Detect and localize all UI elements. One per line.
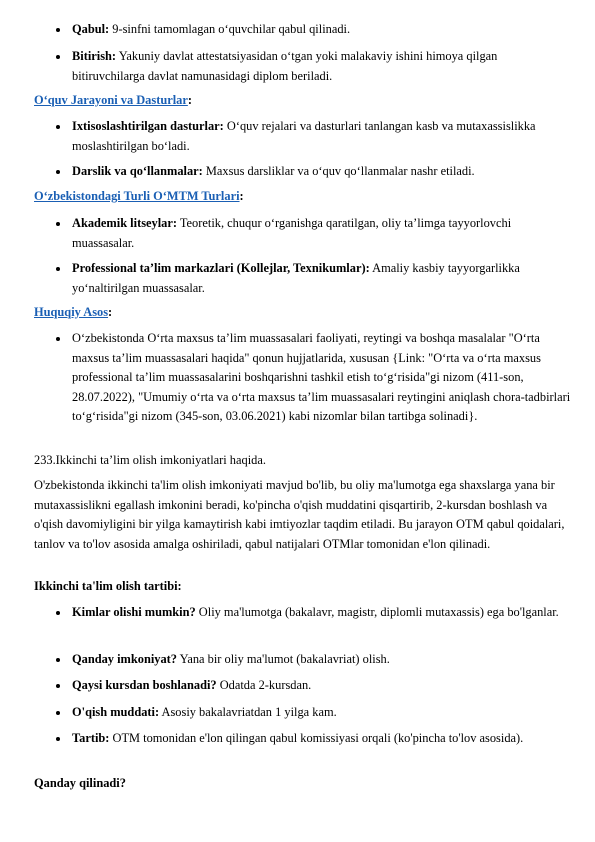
list-item (72, 259, 573, 298)
section-heading (34, 91, 573, 111)
item-text: Maxsus darsliklar va o‘quv qo‘llanmalar nashr etiladi. (202, 164, 475, 178)
section-heading-link[interactable]: O‘zbekistondagi Turli O‘MTM Turlari (34, 189, 240, 203)
bullet-icon (56, 222, 60, 226)
item-text: OTM tomonidan e'lon qilingan qabul komissiyasi orqali (ko'pincha to'lov asosida). (109, 731, 524, 745)
item-label: Akademik litseylar: (72, 216, 177, 230)
item-text: Odatda 2-kursdan. (216, 678, 312, 692)
list-item (72, 650, 573, 670)
section-heading (34, 187, 573, 207)
section-heading-link[interactable]: Huquqiy Asos (34, 305, 109, 319)
list-item (72, 329, 573, 427)
bullet-icon (56, 55, 60, 59)
item-text: Oliy ma'lumotga (bakalavr, magistr, diplomli mutaxassis) ega bo'lganlar. (195, 605, 559, 619)
subheading: Ikkinchi ta'lim olish tartibi: (34, 579, 182, 593)
paragraph: 233.Ikkinchi ta’lim olish imkoniyatlari haqida. (34, 453, 266, 467)
item-label: Tartib: (72, 731, 110, 745)
bullet-icon (56, 684, 60, 688)
item-label: Ixtisoslashtirilgan dasturlar: (72, 119, 224, 133)
heading-suffix: : (108, 305, 113, 319)
item-label: Qaysi kursdan boshlanadi? (72, 678, 217, 692)
list-item (72, 47, 573, 86)
bullet-icon (56, 611, 60, 615)
bullet-icon (56, 711, 60, 715)
list-item (72, 676, 573, 696)
list-item (72, 603, 573, 623)
list-item (72, 729, 573, 749)
bullet-icon (56, 337, 60, 341)
list-item (72, 703, 573, 723)
item-text: Yakuniy davlat attestatsiyasidan o‘tgan yoki malakaviy ishini himoya qilgan bitiruvchilarga davlat namunasidagi diplom beriladi. (72, 49, 498, 83)
bullet-icon (56, 267, 60, 271)
list-item (72, 20, 573, 40)
item-text: Amaliy kasbiy tayyorgarlikka yo‘naltirilgan muassasalar. (72, 261, 520, 295)
section-heading (34, 303, 573, 323)
bullet-icon (56, 737, 60, 741)
item-text: Teoretik, chuqur o‘rganishga qaratilgan, oliy ta’limga tayyorlovchi muassasalar. (72, 216, 512, 250)
bullet-icon (56, 28, 60, 32)
bullet-icon (56, 170, 60, 174)
item-text: Yana bir oliy ma'lumot (bakalavriat) olish. (177, 652, 390, 666)
section-heading-link[interactable]: O‘quv Jarayoni va Dasturlar (34, 93, 188, 107)
item-text: O‘zbekistonda O‘rta maxsus ta’lim muassasalari faoliyati, reytingi va boshqa masalalar "O‘rta maxsus ta’lim muassasalari haqida" qonun hujjatlarida, xususan {Link: "O‘rta va o‘rta maxsus professional ta’lim muassasalarini boshqarishni tashkil etish to‘g‘risida"gi nizom (411-son, 28.07.2022), "Umumiy o‘rta va o‘rta maxsus ta’lim muassasalari reytingini aniqlash chora-tadbirlari to‘g‘risida"gi nizom (345-son, 03.06.2021) kabi nizomlar bilan tartibga solinadi}. (72, 331, 571, 423)
item-text: Asosiy bakalavriatdan 1 yilga kam. (159, 705, 337, 719)
item-label: Darslik va qo‘llanmalar: (72, 164, 203, 178)
list-item (72, 117, 573, 156)
subheading: Qanday qilinadi? (34, 776, 126, 790)
heading-suffix: : (239, 189, 244, 203)
bullet-icon (56, 125, 60, 129)
list-item (72, 162, 573, 182)
list-item (72, 214, 573, 253)
bullet-icon (56, 658, 60, 662)
heading-suffix: : (187, 93, 192, 107)
paragraph: O'zbekistonda ikkinchi ta'lim olish imkoniyati mavjud bo'lib, bu oliy ma'lumotga ega shaxslarga yana bir mutaxassislikni egallash imkonini beradi, ko'pincha o'qish muddatini qisqartirib, 2-kursdan boshlash va o'qish davomiyligini bir yilga kamaytirish kabi imtiyozlar taqdim etiladi. Bu jarayon OTM qabul qoidalari, tanlov va to'lov asosida amalga oshiriladi, qabul natijalari OTMlar tomonidan e'lon qilinadi. (34, 478, 565, 551)
item-label: Professional ta’lim markazlari (Kollejlar, Texnikumlar): (72, 261, 370, 275)
item-label: Qanday imkoniyat? (72, 652, 177, 666)
item-label: Qabul: (72, 22, 110, 36)
item-label: Bitirish: (72, 49, 117, 63)
item-text: 9-sinfni tamomlagan o‘quvchilar qabul qilinadi. (109, 22, 351, 36)
item-text: O‘quv rejalari va dasturlari tanlangan kasb va mutaxassislikka moslashtirilgan bo‘ladi. (72, 119, 536, 153)
item-label: O'qish muddati: (72, 705, 160, 719)
item-label: Kimlar olishi mumkin? (72, 605, 196, 619)
